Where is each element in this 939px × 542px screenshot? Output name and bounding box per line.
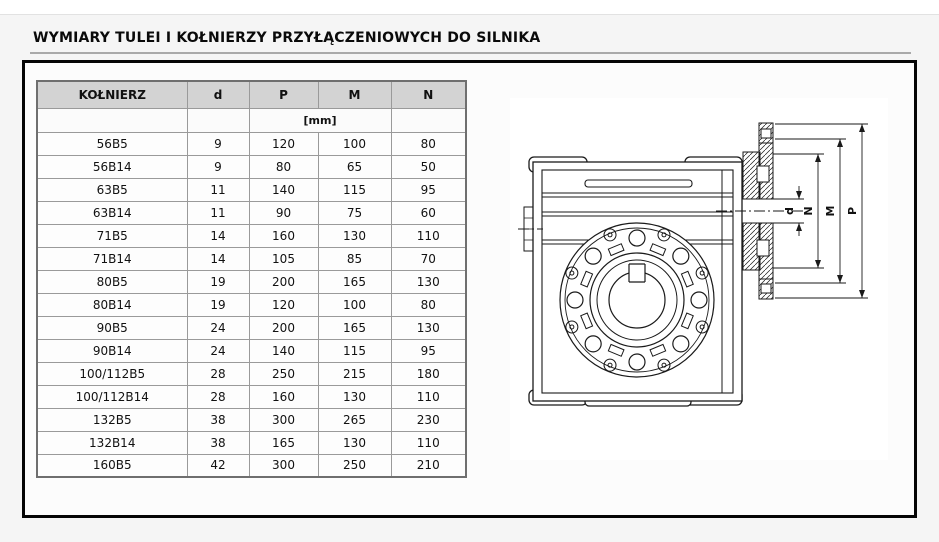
dimension-value-cell: 130 [318,385,391,408]
flange-name-cell: 63B5 [37,178,187,201]
column-header-d: d [187,81,249,108]
dimension-value-cell: 200 [249,316,318,339]
dimension-value-cell: 65 [318,155,391,178]
table-row [37,247,466,270]
column-header-p: P [249,81,318,108]
dimension-value-cell: 75 [318,201,391,224]
dimension-value-cell: 28 [187,385,249,408]
dimension-value-cell: 105 [249,247,318,270]
flange-name-cell: 100/112B5 [37,362,187,385]
column-header-m: M [318,81,391,108]
flange-name-cell: 132B14 [37,431,187,454]
dimension-value-cell: 100 [318,132,391,155]
dimension-value-cell: 38 [187,431,249,454]
dimension-value-cell: 140 [249,339,318,362]
table-row [37,178,466,201]
table-row [37,270,466,293]
table-row [37,293,466,316]
dimension-value-cell: 120 [249,132,318,155]
flange-name-cell: 56B5 [37,132,187,155]
dimension-value-cell: 100 [318,293,391,316]
flange-face-view [560,223,714,377]
flange-name-cell: 90B5 [37,316,187,339]
table-row [37,408,466,431]
flange-name-cell: 71B14 [37,247,187,270]
content-box [22,60,917,518]
table-row [37,316,466,339]
dimension-value-cell: 110 [391,431,466,454]
dimension-value-cell: 130 [318,224,391,247]
flange-name-cell: 63B14 [37,201,187,224]
flange-name-cell: 160B5 [37,454,187,477]
dimension-value-cell: 140 [249,178,318,201]
dimension-value-cell: 90 [249,201,318,224]
dimension-value-cell: 42 [187,454,249,477]
dimension-value-cell: 160 [249,385,318,408]
flange-name-cell: 56B14 [37,155,187,178]
dim-label-m: M [824,205,837,217]
page-title: WYMIARY TULEI I KOŁNIERZY PRZYŁĄCZENIOWYCH DO SILNIKA [33,30,541,46]
unit-row-empty-cell [37,108,187,132]
dimension-value-cell: 115 [318,178,391,201]
table-row [37,201,466,224]
header-row [37,81,466,108]
flange-name-cell: 132B5 [37,408,187,431]
table-row [37,362,466,385]
dimension-value-cell: 9 [187,155,249,178]
dimension-value-cell: 50 [391,155,466,178]
title-divider [30,52,911,54]
dimension-value-cell: 24 [187,316,249,339]
dimension-value-cell: 19 [187,293,249,316]
dimension-value-cell: 110 [391,385,466,408]
dim-label-d: d [783,207,796,215]
dimension-value-cell: 80 [249,155,318,178]
table-row [37,431,466,454]
dimension-value-cell: 265 [318,408,391,431]
dimension-value-cell: 70 [391,247,466,270]
flange-name-cell: 80B14 [37,293,187,316]
dim-label-n: N [802,206,815,216]
dimension-value-cell: 11 [187,201,249,224]
dimension-value-cell: 300 [249,454,318,477]
dimension-value-cell: 200 [249,270,318,293]
dimension-value-cell: 80 [391,132,466,155]
unit-label-cell: [mm] [249,108,391,132]
dimension-value-cell: 38 [187,408,249,431]
table-header [37,81,466,132]
dimension-value-cell: 165 [318,316,391,339]
dimension-value-cell: 85 [318,247,391,270]
dimension-value-cell: 165 [318,270,391,293]
gearbox-flange-drawing [505,95,905,475]
dimension-value-cell: 180 [391,362,466,385]
table-body [37,132,466,477]
dimension-value-cell: 9 [187,132,249,155]
dimension-value-cell: 130 [318,431,391,454]
table-row [37,339,466,362]
dimension-value-cell: 24 [187,339,249,362]
flange-name-cell: 80B5 [37,270,187,293]
dimension-value-cell: 210 [391,454,466,477]
dimension-value-cell: 130 [391,270,466,293]
dimension-value-cell: 14 [187,224,249,247]
dimension-value-cell: 19 [187,270,249,293]
dimension-value-cell: 115 [318,339,391,362]
flange-name-cell: 71B5 [37,224,187,247]
dimension-value-cell: 250 [318,454,391,477]
dimension-value-cell: 165 [249,431,318,454]
dimension-value-cell: 110 [391,224,466,247]
unit-row [37,108,466,132]
dimension-value-cell: 120 [249,293,318,316]
dimension-value-cell: 160 [249,224,318,247]
flange-name-cell: 90B14 [37,339,187,362]
dimension-value-cell: 14 [187,247,249,270]
unit-row-empty-cell [187,108,249,132]
dimension-value-cell: 28 [187,362,249,385]
dimension-value-cell: 60 [391,201,466,224]
column-header-kolnierz: KOŁNIERZ [37,81,187,108]
table-row [37,224,466,247]
table-row [37,454,466,477]
unit-row-empty-cell [391,108,466,132]
dimension-value-cell: 130 [391,316,466,339]
table-row [37,155,466,178]
dimension-value-cell: 230 [391,408,466,431]
dimension-value-cell: 11 [187,178,249,201]
technical-drawing [505,95,905,475]
dimension-value-cell: 300 [249,408,318,431]
dimension-value-cell: 250 [249,362,318,385]
column-header-n: N [391,81,466,108]
dimension-value-cell: 95 [391,178,466,201]
table-row [37,385,466,408]
flange-dimensions-table [36,80,467,478]
dimension-value-cell: 80 [391,293,466,316]
table-row [37,132,466,155]
dimension-value-cell: 215 [318,362,391,385]
flange-name-cell: 100/112B14 [37,385,187,408]
dimension-value-cell: 95 [391,339,466,362]
dim-label-p: P [846,206,859,216]
